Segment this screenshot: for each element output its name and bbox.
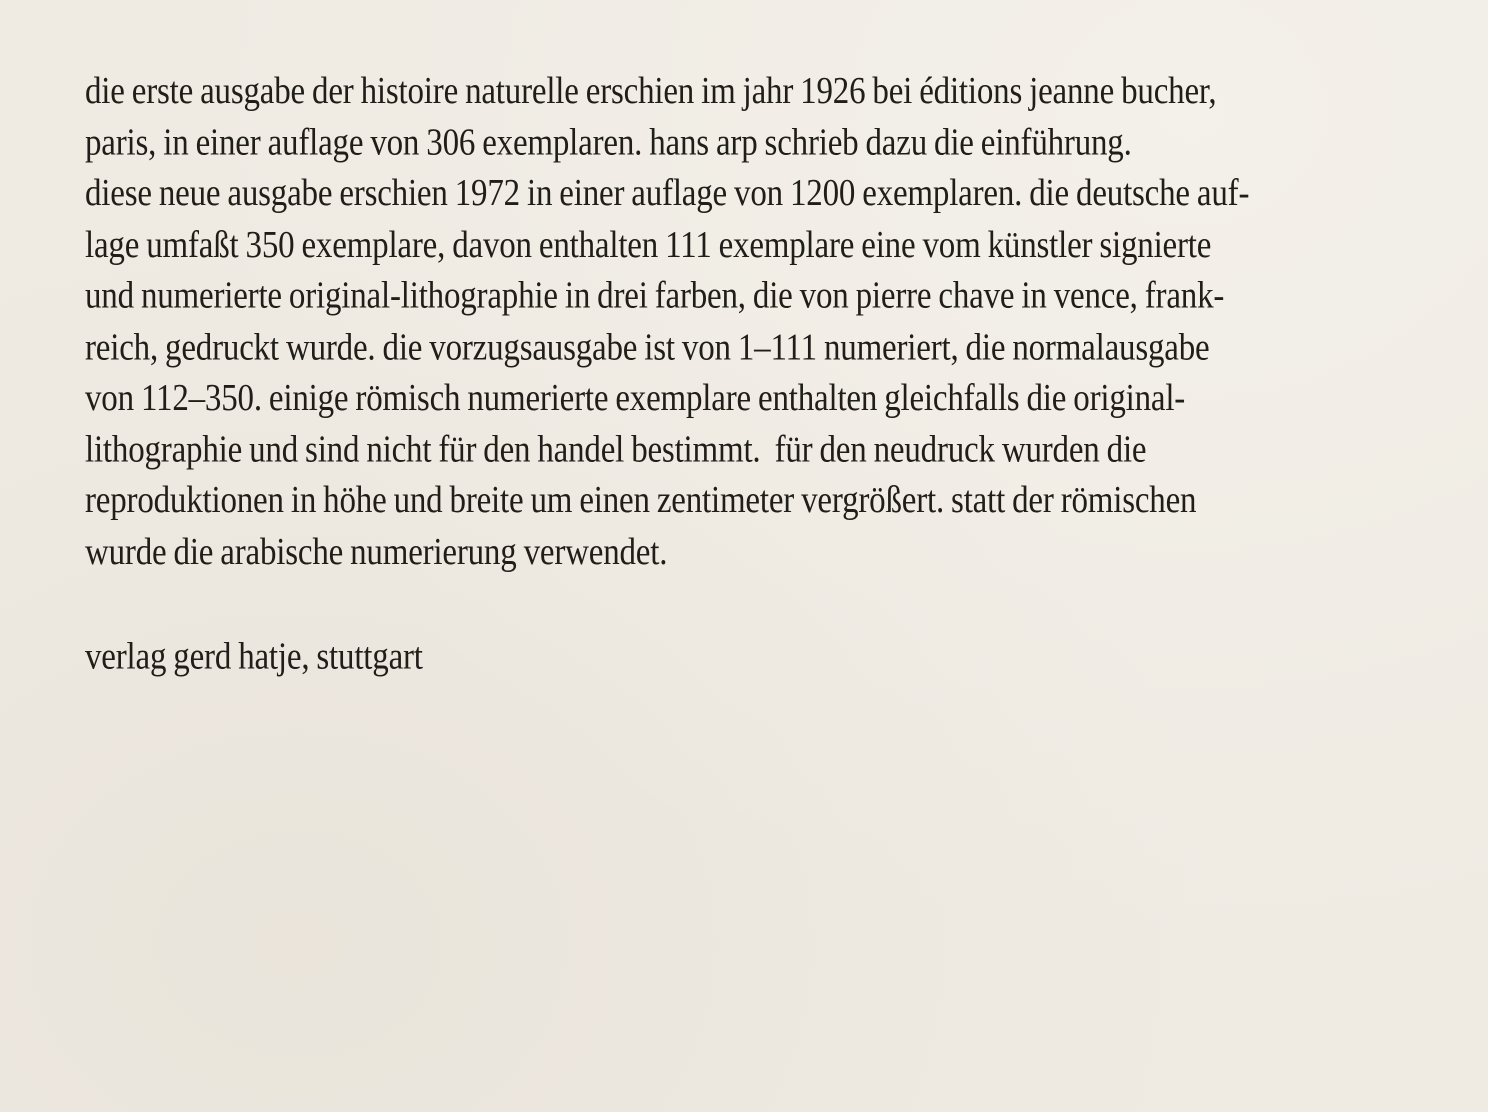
colophon-line: lithographie und sind nicht für den handel bestimmt. für den neudruck wurden die: [85, 428, 1147, 471]
colophon-line: wurde die arabische numerierung verwendet.: [85, 531, 668, 573]
colophon-line: und numerierte original-lithographie in drei farben, die von pierre chave in vence, frank-: [85, 275, 1225, 317]
colophon-line: diese neue ausgabe erschien 1972 in einer auflage von 1200 exemplaren. die deutsche auf-: [85, 172, 1250, 215]
colophon-line: reproduktionen in höhe und breite um einen zentimeter vergrößert. statt der römischen: [85, 480, 1197, 522]
colophon-line: reich, gedruckt wurde. die vorzugsausgabe ist von 1–111 numeriert, die normalausgabe: [85, 326, 1210, 368]
publisher-imprint: verlag gerd hatje, stuttgart: [85, 636, 423, 678]
colophon-text-block: [85, 66, 1249, 683]
colophon-line: paris, in einer auflage von 306 exemplaren. hans arp schrieb dazu die einführung.: [85, 121, 1132, 164]
colophon-line: von 112–350. einige römisch numerierte exemplare enthalten gleichfalls die original-: [85, 377, 1186, 420]
colophon-line: lage umfaßt 350 exemplare, davon enthalten 111 exemplare eine vom künstler signierte: [85, 224, 1212, 266]
colophon-line: die erste ausgabe der histoire naturelle erschien im jahr 1926 bei éditions jeanne bucher,: [85, 70, 1217, 112]
